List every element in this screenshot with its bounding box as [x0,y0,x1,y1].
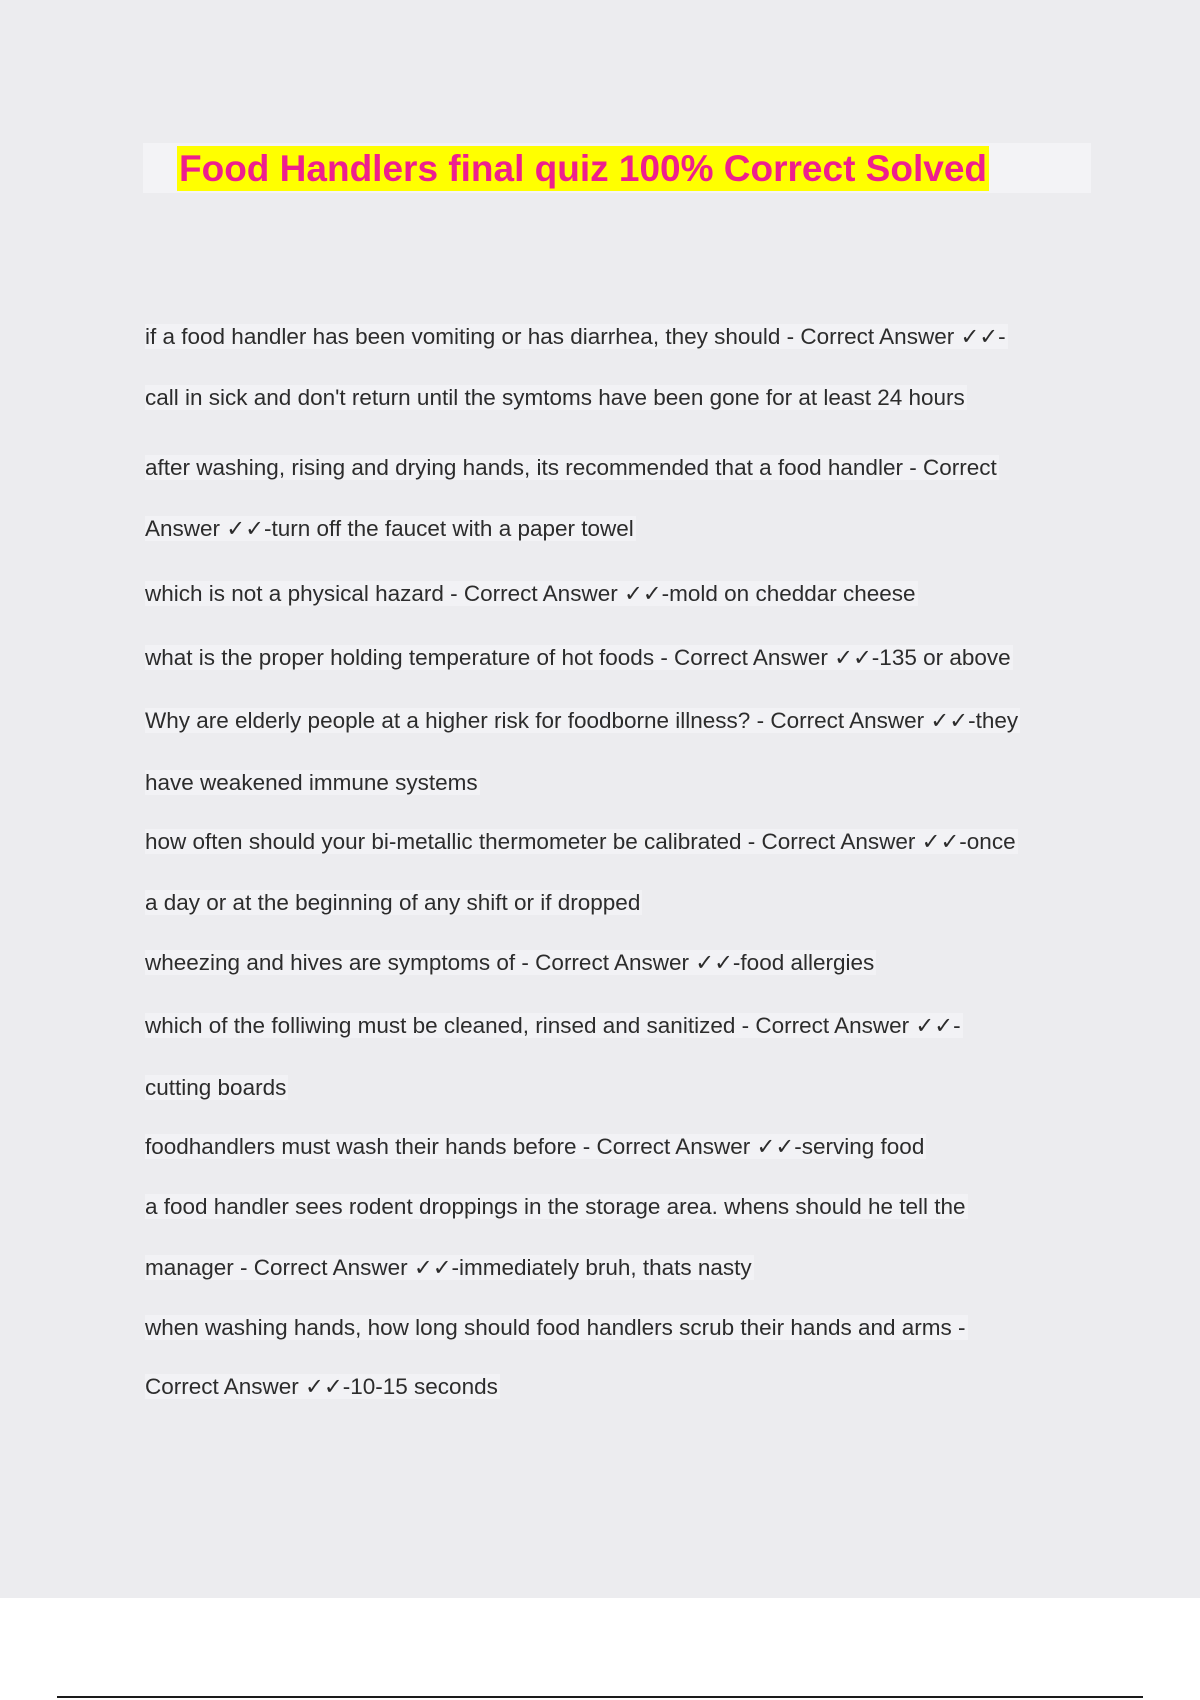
qa-line [145,1128,926,1166]
qa-line [145,1368,500,1406]
qa-line-text: Why are elderly people at a higher risk for foodborne illness? - Correct Answer ✓✓-they [145,708,1019,733]
qa-line-text: which is not a physical hazard - Correct Answer ✓✓-mold on cheddar cheese [145,581,916,606]
qa-line [145,318,1008,356]
qa-line-text: cutting boards [145,1075,287,1100]
qa-line [145,639,1013,677]
qa-line [145,1249,754,1287]
qa-line [145,1188,968,1226]
qa-line-text: if a food handler has been vomiting or has diarrhea, they should - Correct Answer ✓✓- [145,324,1006,349]
qa-line-text: which of the folliwing must be cleaned, rinsed and sanitized - Correct Answer ✓✓- [145,1013,961,1038]
qa-line [145,1069,288,1107]
qa-line [145,944,876,982]
qa-line-text: have weakened immune systems [145,770,478,795]
qa-line-text: a food handler sees rodent droppings in the storage area. whens should he tell the [145,1194,966,1219]
qa-line [145,379,967,417]
qa-line [145,702,1020,740]
qa-line-text: what is the proper holding temperature of hot foods - Correct Answer ✓✓-135 or above [145,645,1011,670]
qa-line-text: wheezing and hives are symptoms of - Correct Answer ✓✓-food allergies [145,950,875,975]
qa-line-text: Correct Answer ✓✓-10-15 seconds [145,1374,498,1399]
qa-line [145,884,642,922]
page-divider [57,1696,1143,1698]
qa-line-text: a day or at the beginning of any shift or if dropped [145,890,641,915]
qa-line [145,1309,968,1347]
qa-line-text: when washing hands, how long should food handlers scrub their hands and arms - [145,1315,966,1340]
qa-line-text: foodhandlers must wash their hands before - Correct Answer ✓✓-serving food [145,1134,925,1159]
qa-line-text: Answer ✓✓-turn off the faucet with a paper towel [145,516,634,541]
qa-line [145,449,999,487]
document-title: Food Handlers final quiz 100% Correct Solved [179,148,988,189]
qa-line-text: how often should your bi-metallic thermometer be calibrated - Correct Answer ✓✓-once [145,829,1016,854]
qa-line-text: manager - Correct Answer ✓✓-immediately bruh, thats nasty [145,1255,752,1280]
qa-line [145,575,918,613]
qa-line [145,510,636,548]
qa-line [145,764,480,802]
qa-line [145,1007,963,1045]
qa-line [145,823,1018,861]
qa-line-text: after washing, rising and drying hands, its recommended that a food handler - Correct [145,455,997,480]
qa-line-text: call in sick and don't return until the symtoms have been gone for at least 24 hours [145,385,965,410]
